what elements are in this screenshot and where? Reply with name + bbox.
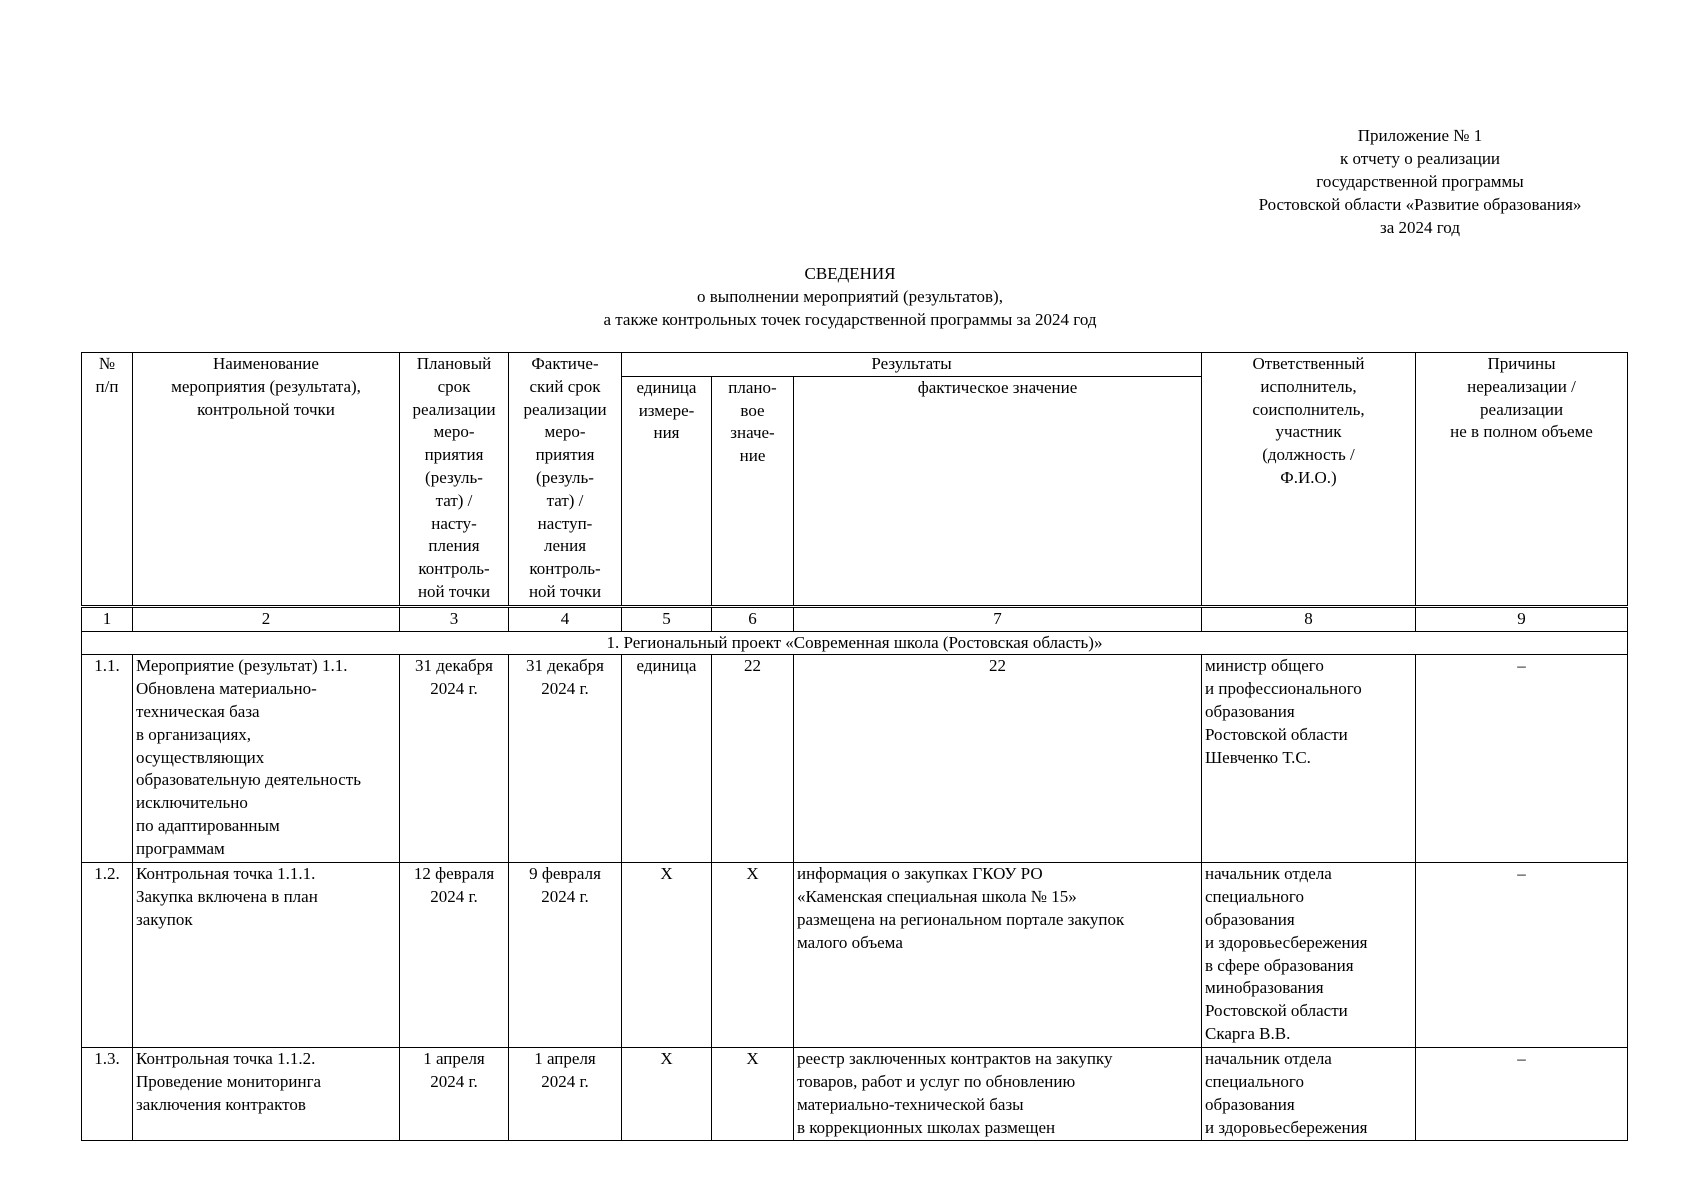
column-number: 2: [133, 606, 400, 631]
row-unit: единица: [622, 655, 712, 863]
column-number: 8: [1202, 606, 1416, 631]
column-number: 5: [622, 606, 712, 631]
appendix-line: Ростовской области «Развитие образования»: [1258, 195, 1582, 214]
table-row: [82, 655, 1628, 863]
row-fact-term: 31 декабря 2024 г.: [509, 655, 622, 863]
row-fact-value: информация о закупках ГКОУ РО «Каменская специальная школа № 15» размещена на региональном портале закупок малого объема: [794, 863, 1202, 1048]
section-title: 1. Региональный проект «Современная школа (Ростовская область)»: [82, 631, 1628, 655]
header-name: Наименование мероприятия (результата), контрольной точки: [133, 353, 400, 607]
row-name: Контрольная точка 1.1.1. Закупка включена в план закупок: [133, 863, 400, 1048]
row-plan-value: X: [712, 863, 794, 1048]
row-reasons: –: [1416, 655, 1628, 863]
table-row: [82, 863, 1628, 1048]
appendix-line: государственной программы: [1316, 172, 1524, 191]
row-num: 1.2.: [82, 863, 133, 1048]
column-number: 1: [82, 606, 133, 631]
row-responsible: начальник отдела специального образования и здоровьесбережения в сфере образования минобразования Ростовской области Скарга В.В.: [1202, 863, 1416, 1048]
row-num: 1.3.: [82, 1048, 133, 1140]
row-reasons: –: [1416, 863, 1628, 1048]
appendix-note: [1220, 124, 1620, 239]
row-unit: X: [622, 863, 712, 1048]
column-number: 9: [1416, 606, 1628, 631]
row-fact-term: 9 февраля 2024 г.: [509, 863, 622, 1048]
header-reasons: Причины нереализации / реализации не в полном объеме: [1416, 353, 1628, 607]
row-responsible: министр общего и профессионального образования Ростовской области Шевченко Т.С.: [1202, 655, 1416, 863]
row-unit: X: [622, 1048, 712, 1140]
document-heading: [380, 262, 1320, 331]
row-fact-term: 1 апреля 2024 г.: [509, 1048, 622, 1140]
row-plan-term: 12 февраля 2024 г.: [400, 863, 509, 1048]
report-table: [81, 352, 1628, 1141]
column-number: 7: [794, 606, 1202, 631]
heading-line: о выполнении мероприятий (результатов),: [697, 287, 1003, 306]
row-num: 1.1.: [82, 655, 133, 863]
section-row: [82, 631, 1628, 655]
column-number: 3: [400, 606, 509, 631]
header-responsible: Ответственный исполнитель, соисполнитель, участник (должность / Ф.И.О.): [1202, 353, 1416, 607]
column-number-row: [82, 606, 1628, 631]
header-plan-term: Плановый срок реализации меро- приятия (резуль- тат) / насту- пления контроль- ной точки: [400, 353, 509, 607]
row-fact-value: 22: [794, 655, 1202, 863]
document-title: СВЕДЕНИЯ: [804, 264, 896, 283]
row-plan-value: 22: [712, 655, 794, 863]
heading-line: а также контрольных точек государственной программы за 2024 год: [603, 310, 1097, 329]
header-results: Результаты: [622, 353, 1202, 377]
header-fact-term: Фактиче- ский срок реализации меро- приятия (резуль- тат) / наступ- ления контроль- ной точки: [509, 353, 622, 607]
row-plan-term: 31 декабря 2024 г.: [400, 655, 509, 863]
row-plan-term: 1 апреля 2024 г.: [400, 1048, 509, 1140]
header-unit: единица измере- ния: [622, 376, 712, 606]
appendix-line: за 2024 год: [1380, 218, 1460, 237]
appendix-line: к отчету о реализации: [1339, 149, 1501, 168]
row-name: Мероприятие (результат) 1.1. Обновлена материально- техническая база в организациях, осуществляющих образовательную деятельность исключительно по адаптированным программам: [133, 655, 400, 863]
header-num: № п/п: [82, 353, 133, 607]
header-plan-value: плано- вое значе- ние: [712, 376, 794, 606]
row-plan-value: X: [712, 1048, 794, 1140]
row-reasons: –: [1416, 1048, 1628, 1140]
column-number: 6: [712, 606, 794, 631]
row-name: Контрольная точка 1.1.2. Проведение мониторинга заключения контрактов: [133, 1048, 400, 1140]
header-row: [82, 353, 1628, 377]
row-responsible: начальник отдела специального образования и здоровьесбережения: [1202, 1048, 1416, 1140]
table-row: [82, 1048, 1628, 1140]
appendix-line: Приложение № 1: [1357, 126, 1483, 145]
column-number: 4: [509, 606, 622, 631]
header-fact-value: фактическое значение: [794, 376, 1202, 606]
row-fact-value: реестр заключенных контрактов на закупку товаров, работ и услуг по обновлению материально-технической базы в коррекционных школах размещен: [794, 1048, 1202, 1140]
